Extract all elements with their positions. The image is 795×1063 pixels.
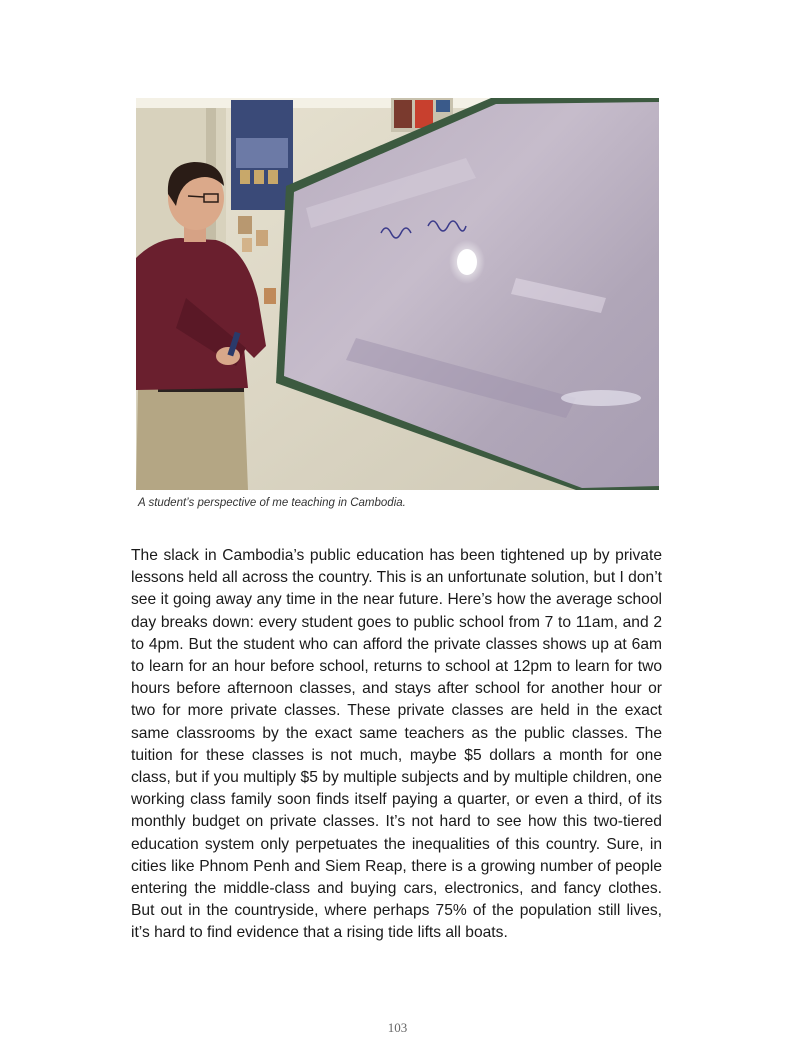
body-paragraph: The slack in Cambodia’s public education has been tightened up by private lessons held all across the country. This is an unfortunate solution, but I don’t see it going away any time in the near future. Here’s how the average school day breaks down: every student goes to public school from 7 to 11am, and 2 to 4pm. But the student who can afford the private classes shows up at 6am to learn for an hour before school, returns to school at 12pm to learn for two hours before afternoon classes, and stays after school for another hour or two for more private classes. These private classes are held in the exact same classrooms by the exact same teachers as the public classes. The tuition for these classes is not much, maybe $5 dollars a month for one class, but if you multiply $5 by multiple subjects and by multiple children, one working class family soon finds itself paying a quarter, or even a third, of its monthly budget on private classes. It’s not hard to see how this two-tiered education system only perpetuates the inequalities of this country. Sure, in cities like Phnom Penh and Siem Reap, there is a growing number of people entering the middle-class and buying cars, electronics, and fancy clothes. But out in the countryside, where perhaps 75% of the population still lives, it’s hard to find evidence that a rising tide lifts all boats. (131, 547, 662, 942)
teacher-at-whiteboard-photo (136, 98, 659, 490)
figure-caption: A student’s perspective of me teaching in Cambodia. (138, 497, 406, 509)
page-number: 103 (387, 1020, 408, 1035)
